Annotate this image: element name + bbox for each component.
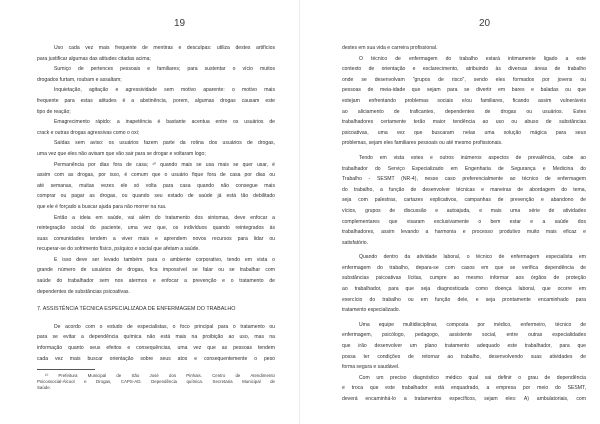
text-line: trabalhadores certamente terão maior tendência ao uso ou abuso de substâncias: [342, 119, 586, 126]
text-line: Saídas sem aviso: os usuários fazem parte da rotina dos usuários de drogas,: [54, 140, 275, 147]
text-line: ao trabalhador, para que seja diagnosticada como doença laboral, que ocorre em: [342, 286, 586, 293]
text-line: substâncias psicoativas lícitas, cumpre ao mesmo informar aos órgãos de proteção: [342, 275, 586, 282]
text-line: cada vez mais buscar orientação sobre seus atos e consequentemente o peso: [37, 355, 275, 362]
text-line: assim com as drogas, por isso, é comum que o usuário fique fora de casa por dias ou: [37, 172, 275, 179]
text-line: Uma equipe multidisciplinar, composta por médico, enfermeiro, técnico de: [359, 321, 586, 328]
section-heading: 7. ASSISTÊNCIA TÉCNICA ESPECIALIZADA DE ENFERMAGEM DO TRABALHO: [37, 306, 236, 313]
text-line: que irão desenvolver um plano tratamento adequado este trabalhador, para que: [342, 343, 586, 350]
text-line: drogados furtam, roubam e assaltam;: [37, 76, 122, 83]
text-line: seja com palestras, cartazes explicativos, campanhas de prevenção e abandono de: [342, 197, 586, 204]
text-line: recuperar-se do sofrimento físico, psíquico e social que afetam a saúde.: [37, 246, 200, 253]
text-line: para se evitar a dependência química não está mais na proibição ao uso, mas na: [37, 334, 275, 341]
text-line: Então a ideia em saúde, vai além do tratamento dos sintomas, deve enfocar a: [54, 214, 275, 221]
text-line: grande número de usuários de drogas, fica impossível se falar ou se trabalhar com: [37, 267, 275, 274]
text-line: do trabalho, a função de desenvolver técnicas e maneiras de abordagem do tema,: [342, 186, 586, 193]
text-line: suas comunidades tendem a viver mais e aprendem novos recursos para lidar ou: [37, 235, 275, 242]
text-line: frequente para estas atitudes é a abstinência, porem, algumas drogas causam este: [37, 97, 275, 104]
text-line: trabalhadores, assim levando a harmonia e processo produtivo muito mais eficaz e: [342, 229, 586, 236]
text-line: psicoativas, uma vez que buscaram nelas uma solução mágica para seus: [342, 129, 586, 136]
text-line: crack e outras drogas agressivas como o oxi;: [37, 129, 140, 136]
text-line: ¹⁰ Prefeitura Municipal de São José dos Pinhais. Centro de Atendimento: [45, 373, 275, 378]
text-line: Emagrecimento rápido: a inapetência é bastante acentua entre os usuários de: [54, 119, 275, 126]
text-line: trabalhador do Serviço Especializado em Engenharia de Segurança e Medicina do: [342, 165, 586, 172]
text-line: Saúde.: [37, 385, 51, 390]
text-line: De acordo com o estudo de especialistas, o foco principal para o tratamento ou: [54, 323, 275, 330]
text-line: forma segura e saudável.: [342, 364, 400, 371]
text-line: reintegração social do paciente, uma vez que, os indivíduos quando reintegrados às: [37, 225, 275, 232]
text-line: Inquietação, agitação e agressividade sem motivo aparente: o motivo mais: [54, 87, 275, 94]
text-line: Uso cada vez mais frequente de mentiras e desculpas: utiliza destes artifícios: [54, 45, 275, 51]
text-line: deverá encaminhá-lo a tratamentos específicos, sejam eles: A) ambulatoriais, com: [342, 396, 586, 402]
text-line: ao aliciamento de traficantes, dependentes de drogas ou usuários. Estes: [342, 108, 586, 115]
text-line: contexto de orientação e esclarecimento, atribuindo às diversas áreas de trabalho: [342, 66, 586, 73]
text-line: vícios, grupos de discussão e autoajuda, e mais uma série de atividades: [342, 207, 586, 214]
right-page: [300, 0, 600, 424]
text-line: O técnico de enfermagem do trabalho estará intimamente ligado a este: [359, 55, 586, 62]
text-line: Trabalho - SESMT (NR-4), nesse caso preferencialmente ao técnico de enfermagem: [342, 176, 586, 183]
text-line: Tendo em vista estes e outros inúmeros aspectos de prevalência, cabe ao: [359, 154, 586, 161]
text-line: que ele é forçado a buscar ajuda para não morrer na rua.: [37, 203, 167, 210]
text-line: complementares que visaram exclusivamente o bem estar e a saúde dos: [342, 218, 586, 225]
text-line: enfermagem, psicólogo, pedagogo, assistente social, entre outras especialidades: [342, 332, 586, 339]
text-line: informação quanto seus efeitos e consequências, uma vez que as pessoas tendem: [37, 345, 275, 352]
text-line: problemas, sejam eles familiares pessoais ou até mesmo profissionais.: [342, 140, 503, 147]
text-line: onde se desenvolvam "grupos de risco", sendo eles formados por jovens ou: [342, 76, 586, 83]
text-line: destes em sua vida e carreira profissional.: [342, 45, 438, 51]
text-line: Com um preciso diagnóstico médico qual vai definir o grau de dependência: [359, 374, 586, 381]
text-line: e troca que este trabalhador está enquadrado, a empresa por meio do SESMT,: [342, 385, 586, 392]
text-line: comprar ou pagar as drogas, ou quando seu estado de saúde já está tão debilitado: [37, 193, 275, 200]
text-line: estejam enfrentando problemas sociais e/ou familiares, ficando assim vulneráveis: [342, 97, 586, 104]
text-line: satisfatório.: [342, 239, 369, 246]
text-line: uma vez que eles não avisam que vão sair para se drogar e voltaram logo;: [37, 150, 206, 157]
text-line: tipo de reação;: [37, 108, 71, 115]
text-line: Permanência por dias fora de casa; ¹⁰ quando mais se usa mais se quer usar, é: [54, 161, 275, 168]
text-line: exercício do trabalho ou em função dele, e seja prontamente encaminhado para: [342, 296, 586, 303]
text-line: saúde do trabalhador sem nos atermos e enfocar a prevenção e o tratamento de: [37, 278, 275, 285]
page-number: 20: [479, 18, 491, 29]
text-line: dependentes de substâncias psicoativas.: [37, 288, 130, 295]
footnote-separator: [37, 369, 95, 370]
right-page-body: [342, 43, 586, 405]
footnote: [37, 373, 275, 391]
page-number: 19: [174, 18, 186, 29]
text-line: Psicossocial-Álcool e Drogas, CAPS-AD. Dependência química. Secretaria Municipal de: [37, 379, 275, 384]
text-line: Sumiço de pertences pessoais e familiares; para sustentar o vício muitos: [54, 66, 275, 73]
text-line: enfermagem do trabalho, depara-se com casos em que se verifica dependência de: [342, 264, 586, 271]
text-line: para justificar algumas das atitudes citadas acima;: [37, 55, 151, 62]
text-line: E isso deve ser levado também para o ambiente corporativo, tendo em vista o: [54, 256, 275, 263]
left-page-body: [37, 43, 275, 364]
text-line: até semanas, muitas vezes ele só volta para casa quando não consegue mais: [37, 182, 275, 189]
text-line: possa ter condições de retornar ao trabalho, desenvolvendo suas atividades de: [342, 353, 586, 360]
text-line: pessoas de meia-idade que sejam para se divertir em bares e baladas ou que: [342, 87, 586, 94]
text-line: tratamento especializado.: [342, 307, 401, 314]
text-line: Quando dentro da atividade laboral, o técnico de enfermagem especialista em: [359, 254, 586, 261]
